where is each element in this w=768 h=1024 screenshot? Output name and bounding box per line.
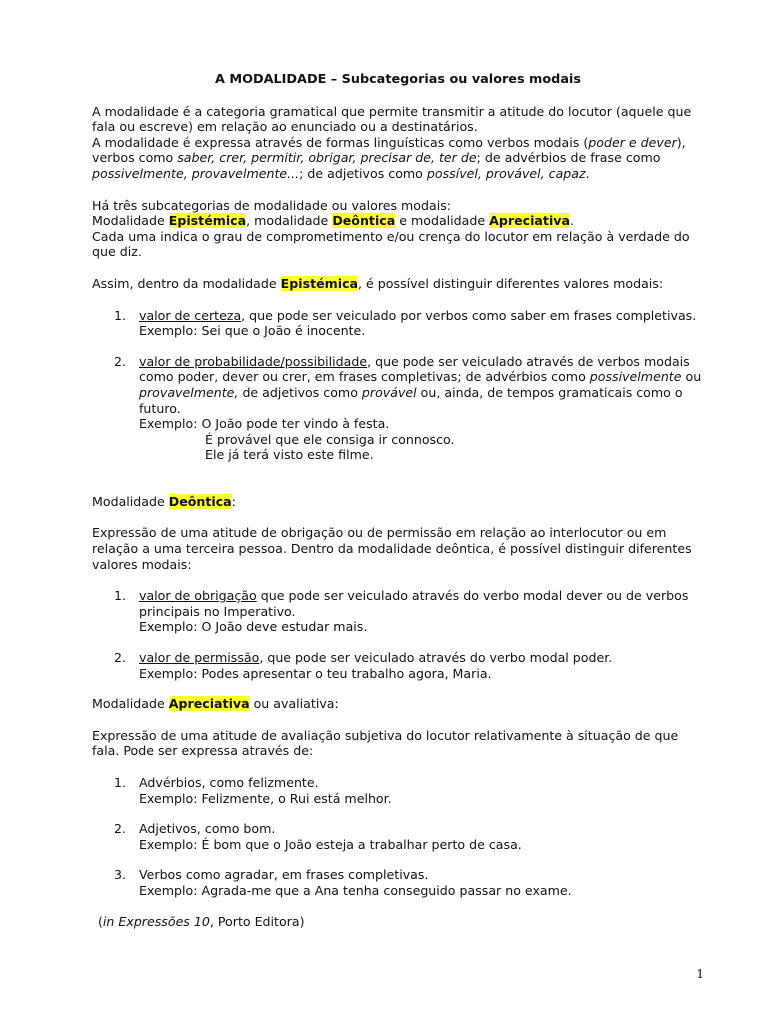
text-run: , modalidade xyxy=(246,213,333,229)
italic-run: in Expressões 10 xyxy=(102,913,210,929)
example-label: Exemplo: xyxy=(139,323,202,339)
example-text: Ele já terá visto este filme. xyxy=(205,447,374,463)
list-item xyxy=(92,308,704,339)
source-citation xyxy=(98,914,704,930)
text-run: Modalidade xyxy=(92,213,169,229)
italic-run: possivelmente, provavelmente... xyxy=(92,165,300,181)
appreciative-list xyxy=(92,775,704,899)
list-number: 2. xyxy=(114,650,127,666)
page-title: A MODALIDADE – Subcategorias ou valores modais xyxy=(215,72,581,87)
list-item xyxy=(92,354,704,463)
modal-value-term: valor de permissão xyxy=(139,650,260,666)
highlight-epistemica: Epistémica xyxy=(280,275,359,291)
example-text: Exemplo: Agrada-me que a Ana tenha conseguido passar no exame. xyxy=(139,882,572,898)
highlight-epistemica: Epistémica xyxy=(168,213,247,229)
text-run: A modalidade é expressa através de formas linguísticas como verbos modais ( xyxy=(92,134,589,150)
list-number: 1. xyxy=(114,775,127,790)
list-item-text: Verbos como agradar, em frases completivas. xyxy=(139,867,429,883)
text-run: Modalidade xyxy=(92,493,169,509)
italic-run: possivelmente xyxy=(589,369,682,385)
highlight-deontica: Deôntica xyxy=(168,493,232,509)
italic-run: saber, crer, permitir, obrigar, precisar de, ter de xyxy=(177,150,477,166)
highlight-apreciativa: Apreciativa xyxy=(168,696,250,712)
text-run: ou avaliativa: xyxy=(249,696,339,712)
text-run: e modalidade xyxy=(395,213,490,229)
text-run: de adjetivos como xyxy=(238,384,362,400)
subcategories-intro: Há três subcategorias de modalidade ou valores modais: xyxy=(92,197,452,213)
text-run: ; de advérbios de frase como xyxy=(476,150,661,166)
example-label: Exemplo: xyxy=(139,416,202,432)
example-text: Exemplo: Felizmente, o Rui está melhor. xyxy=(139,790,392,806)
intro-paragraph-2 xyxy=(92,135,704,182)
text-run: , Porto Editora) xyxy=(209,913,305,929)
example-text: Exemplo: É bom que o João esteja a trabalhar perto de casa. xyxy=(139,836,522,852)
text-run: ), verbos como xyxy=(92,134,686,166)
example-text: O João pode ter vindo à festa. xyxy=(201,416,390,432)
italic-run: possível, provável, capaz xyxy=(426,165,586,181)
highlight-apreciativa: Apreciativa xyxy=(489,213,570,229)
list-item xyxy=(92,775,704,806)
text-run: Assim, dentro da modalidade xyxy=(92,275,281,291)
text-run: , que pode ser veiculado através do verbo modal poder. xyxy=(259,650,613,666)
epistemic-intro xyxy=(92,276,704,292)
text-run: ou xyxy=(681,369,702,385)
modal-value-term: valor de obrigação xyxy=(139,588,257,604)
example-text: É provável que ele consiga ir connosco. xyxy=(205,431,455,447)
appreciative-description: Expressão de uma atitude de avaliação subjetiva do locutor relativamente à situação de que fala. Pode ser expressa através de: xyxy=(92,727,679,759)
list-number: 1. xyxy=(114,588,127,604)
list-item xyxy=(92,650,704,681)
example-text: Sei que o João é inocente. xyxy=(201,323,366,339)
appreciative-heading xyxy=(92,696,704,712)
document-page xyxy=(92,72,704,929)
text-run: Modalidade xyxy=(92,696,169,712)
list-item xyxy=(92,588,704,635)
text-run: . xyxy=(569,213,574,229)
italic-run: poder e dever xyxy=(588,134,677,150)
deontic-list xyxy=(92,588,704,681)
list-item xyxy=(92,867,704,898)
list-number: 2. xyxy=(114,821,127,837)
list-number: 1. xyxy=(114,307,127,323)
modal-value-term: valor de probabilidade/possibilidade xyxy=(139,353,368,369)
list-item-text: Advérbios, como felizmente. xyxy=(139,775,319,790)
example-text: Exemplo: Podes apresentar o teu trabalho agora, Maria. xyxy=(139,665,492,681)
list-item xyxy=(92,821,704,852)
highlight-deontica: Deôntica xyxy=(332,213,396,229)
text-run: ; de adjetivos como xyxy=(299,165,427,181)
text-run: . xyxy=(585,165,590,181)
text-run: ou, ainda, de tempos gramaticais como o futuro. xyxy=(139,384,683,416)
list-item-text: Adjetivos, como bom. xyxy=(139,821,276,837)
deontic-description: Expressão de uma atitude de obrigação ou de permissão em relação ao interlocutor ou em relação a uma terceira pessoa. Dentro da modalidade deôntica, é possível distinguir diferentes valores modais: xyxy=(92,525,692,572)
subcategories-description: Cada uma indica o grau de comprometimento e/ou crença do locutor em relação à verdade do que diz. xyxy=(92,228,690,260)
text-run: , que pode ser veiculado por verbos como saber em frases completivas. xyxy=(241,307,697,323)
italic-run: provável xyxy=(361,384,417,400)
subcategories-list xyxy=(92,213,704,229)
page-number: 1 xyxy=(696,967,704,981)
text-run: , é possível distinguir diferentes valores modais: xyxy=(358,275,664,291)
deontic-heading xyxy=(92,494,704,510)
text-run: : xyxy=(231,493,236,509)
epistemic-list xyxy=(92,308,704,463)
modal-value-term: valor de certeza xyxy=(139,307,242,323)
intro-paragraph-1: A modalidade é a categoria gramatical que permite transmitir a atitude do locutor (aquele que fala ou escreve) em relação ao enunciado ou a destinatários. xyxy=(92,103,692,135)
text-run: ( xyxy=(98,913,103,929)
text-run: que pode ser veiculado através do verbo modal dever ou de verbos principais no Imperativo. xyxy=(139,588,689,619)
text-run: , que pode ser veiculado através de verbos modais como poder, dever ou crer, em frases completivas; de advérbios como xyxy=(139,353,690,385)
list-number: 3. xyxy=(114,867,127,883)
example-text: Exemplo: O João deve estudar mais. xyxy=(139,619,368,635)
italic-run: provavelmente, xyxy=(139,384,239,400)
list-number: 2. xyxy=(114,353,127,369)
